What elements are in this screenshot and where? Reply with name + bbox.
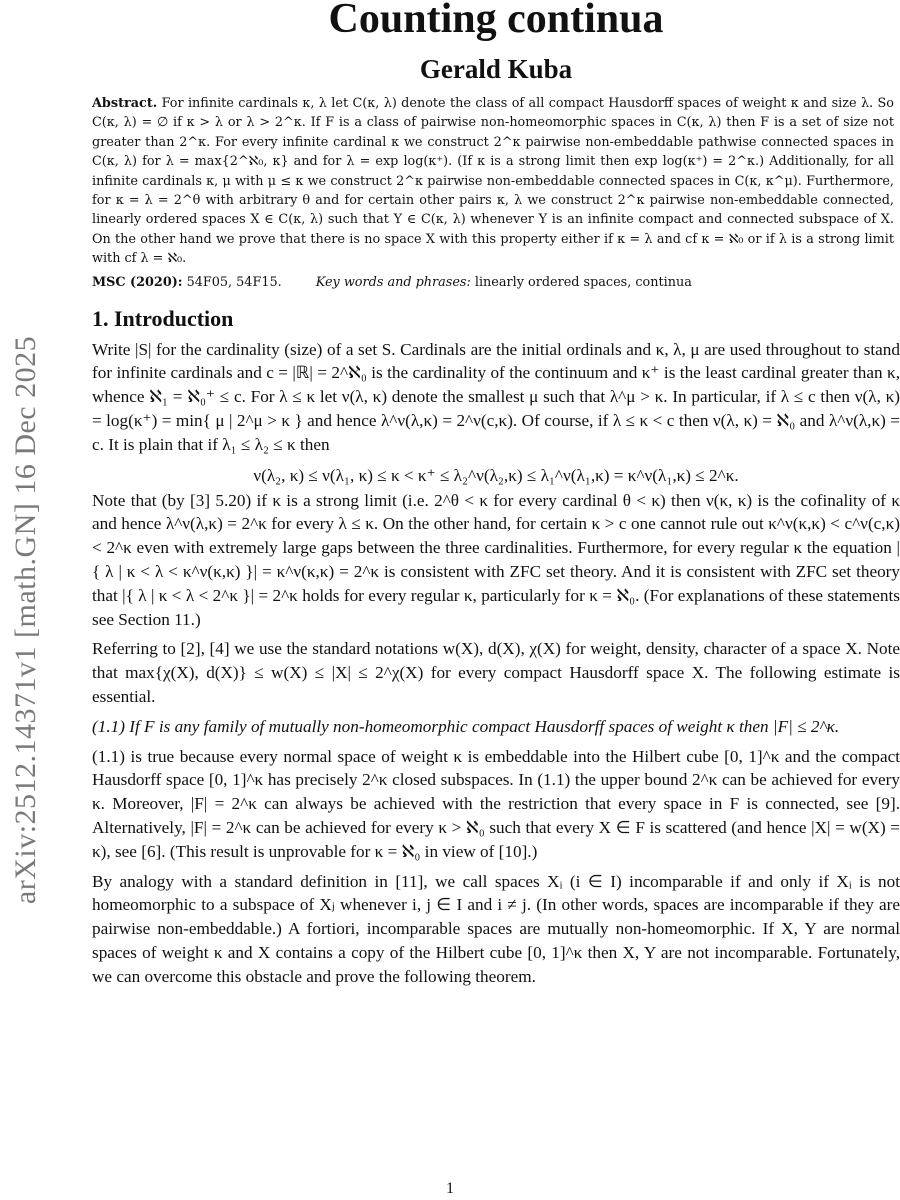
paragraph-4: (1.1) is true because every normal space of weight κ is embeddable into the Hilbert cube [0, 1]^κ and the compact Hausdorff space [0, 1]^κ has precisely 2^κ closed subspaces. In (1.1) the upper bound 2^κ can be achieved for every κ. Moreover, |F| = 2^κ can always be achieved with the restriction that every space in F is connected, see [9]. Alternatively, |F| = 2^κ can be achieved for every κ > ℵ₀ such that every X ∈ F is scattered (and hence |X| = w(X) = κ), see [6]. (This result is unprovable for κ = ℵ₀ in view of [10].) — [92, 746, 900, 861]
paper-page — [92, 0, 900, 995]
paragraph-3: Referring to [2], [4] we use the standard notations w(X), d(X), χ(X) for weight, density, character of a space X. Note that max{χ(X), d(X)} ≤ w(X) ≤ |X| ≤ 2^χ(X) for every compact Hausdorff space X. The following estimate is essential. — [92, 639, 900, 707]
statement-1-1: (1.1) If F is any family of mutually non-homeomorphic compact Hausdorff spaces of weight κ then |F| ≤ 2^κ. — [92, 716, 840, 736]
arxiv-identifier: arXiv:2512.14371v1 [math.GN] 16 Dec 2025 — [9, 335, 43, 905]
paper-title: Counting continua — [328, 0, 664, 42]
section-heading: 1. Introduction — [92, 305, 234, 331]
paragraph-2: Note that (by [3] 5.20) if κ is a strong limit (i.e. 2^θ < κ for every cardinal θ < κ) then ν(κ, κ) is the cofinality of κ and hence λ^ν(λ,κ) = 2^κ for every λ ≤ κ. On the other hand, for certain κ > c one cannot rule out κ^ν(κ,κ) < c^ν(c,κ) < 2^κ even with extremely large gaps between the three cardinalities. Furthermore, for every regular κ the equation |{ λ | κ < λ < κ^ν(κ,κ) }| = κ^ν(κ,κ) = 2^κ is consistent with ZFC set theory. And it is consistent with ZFC set theory that |{ λ | κ < λ < 2^κ }| = 2^κ holds for every regular κ, particularly for κ = ℵ₀. (For explanations of these statements see Section 11.) — [92, 490, 900, 629]
page-number: 1 — [446, 1180, 454, 1197]
paragraph-1: Write |S| for the cardinality (size) of a set S. Cardinals are the initial ordinals and κ, λ, μ are used throughout to stand for infinite cardinals and c = |ℝ| = 2^ℵ₀ is the cardinality of the continuum and κ⁺ is the least cardinal greater than κ, whence ℵ₁ = ℵ₀⁺ ≤ c. For λ ≤ κ let ν(λ, κ) denote the smallest μ such that λ^μ > κ. In particular, if λ ≤ c then ν(λ, κ) = log(κ⁺) = min{ μ | 2^μ > κ } and hence λ^ν(λ,κ) = 2^ν(c,κ). Of course, if λ ≤ κ < c then ν(λ, κ) = ℵ₀ and λ^ν(λ,κ) = c. It is plain that if λ₁ ≤ λ₂ ≤ κ then — [92, 339, 900, 454]
abstract-text: For infinite cardinals κ, λ let C(κ, λ) denote the class of all compact Hausdorff spaces of weight κ and size λ. So C(κ, λ) = ∅ if κ > λ or λ > 2^κ. If F is a class of pairwise non-homeomorphic spaces in C(κ, λ) then F is a set of size not greater than 2^κ. For every infinite cardinal κ we construct 2^κ pairwise non-embeddable pathwise connected spaces in C(κ, λ) for λ = max{2^ℵ₀, κ} and for λ = exp log(κ⁺). (If κ is a strong limit then exp log(κ⁺) = 2^κ.) Additionally, for all infinite cardinals κ, μ with μ ≤ κ we construct 2^κ pairwise non-embeddable connected spaces in C(κ, κ^μ). Furthermore, for κ = λ = 2^θ with arbitrary θ and for certain other pairs κ, λ we construct 2^κ pairwise non-embeddable connected, linearly ordered spaces X ∈ C(κ, λ) such that Y ∈ C(κ, λ) whenever Y is an infinite compact and connected subspace of X. On the other hand we prove that there is no space X with this property either if κ = λ and cf κ = ℵ₀ or if λ is a strong limit with cf λ = ℵ₀. — [92, 96, 894, 267]
msc-label: MSC (2020): — [92, 274, 183, 290]
paragraph-5: By analogy with a standard definition in [11], we call spaces Xᵢ (i ∈ I) incomparable if and only if Xᵢ is not homeomorphic to a subspace of Xⱼ whenever i, j ∈ I and i ≠ j. (In other words, spaces are incomparable if they are pairwise non-embeddable.) A fortiori, incomparable spaces are mutually non-homeomorphic. If X, Y are normal spaces of weight κ and X contains a copy of the Hilbert cube [0, 1]^κ then X, Y are not incomparable. Fortunately, we can overcome this obstacle and prove the following theorem. — [92, 871, 900, 986]
abstract-label: Abstract. — [92, 96, 158, 111]
paper-author: Gerald Kuba — [419, 54, 573, 84]
msc-codes: 54F05, 54F15. — [186, 274, 282, 290]
keywords-label: Key words and phrases: — [315, 274, 471, 290]
display-equation: ν(λ₂, κ) ≤ ν(λ₁, κ) ≤ κ < κ⁺ ≤ λ₂^ν(λ₂,κ) ≤ λ₁^ν(λ₁,κ) = κ^ν(λ₁,κ) ≤ 2^κ. — [253, 465, 739, 485]
abstract — [92, 94, 900, 269]
arxiv-sidebar — [4, 280, 48, 960]
msc-line — [92, 273, 900, 292]
keywords: linearly ordered spaces, continua — [474, 274, 692, 290]
